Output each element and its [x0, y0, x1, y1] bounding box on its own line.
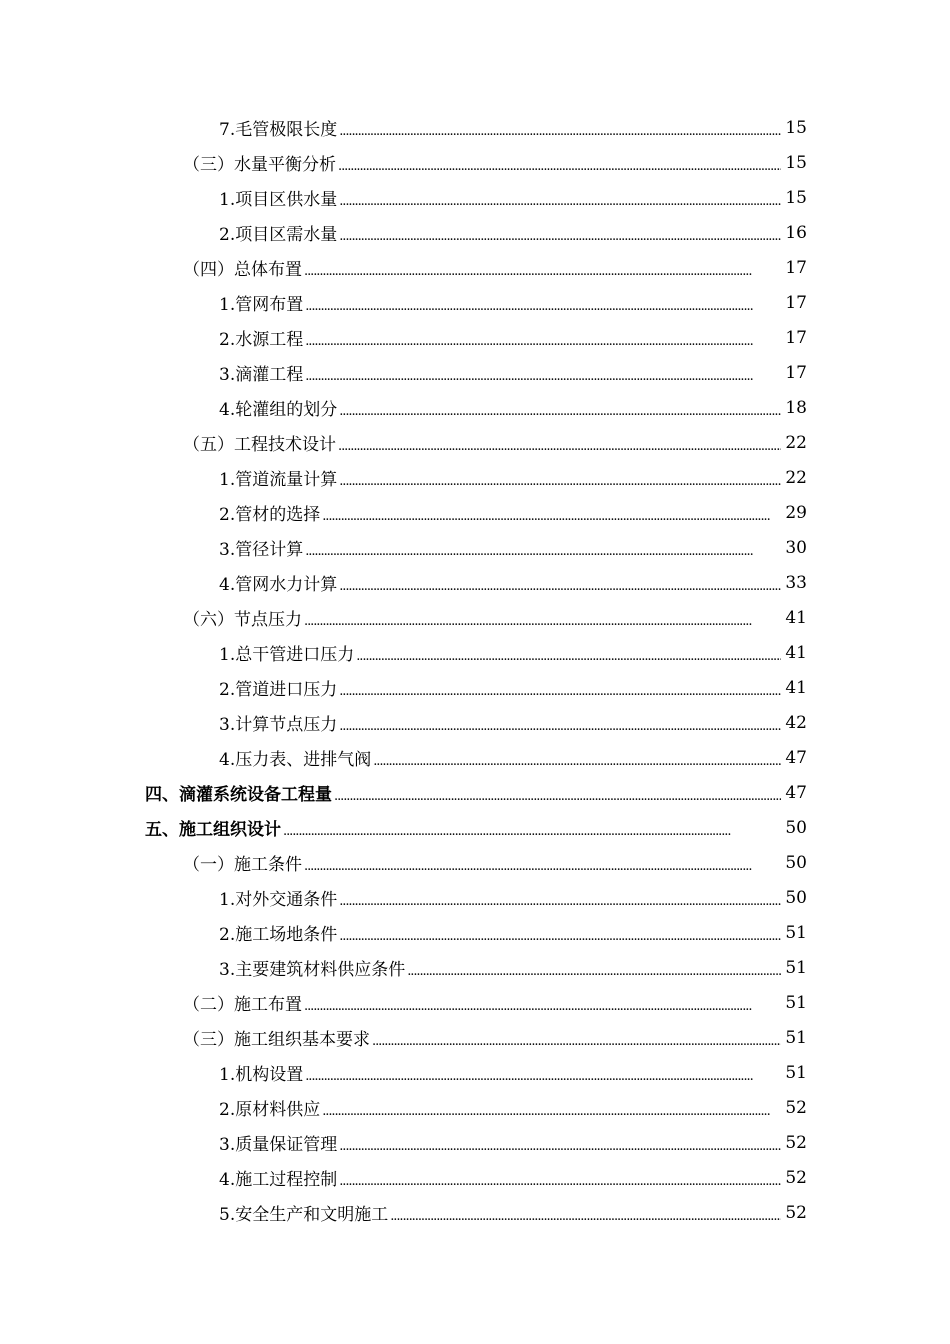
- toc-entry-page-number: 52: [785, 1202, 807, 1223]
- toc-entry-title: 7.毛管极限长度: [219, 120, 338, 140]
- toc-entry-title: 3.主要建筑材料供应条件: [219, 960, 406, 980]
- toc-entry-title: （二）施工布置: [183, 995, 302, 1015]
- toc-entry[interactable]: [0, 670, 950, 705]
- toc-entry[interactable]: [0, 880, 950, 915]
- toc-entry[interactable]: [0, 565, 950, 600]
- toc-entry-title: 3.滴灌工程: [219, 365, 304, 385]
- toc-entry[interactable]: [0, 180, 950, 215]
- toc-entry[interactable]: [0, 460, 950, 495]
- toc-entry-page-number: 15: [785, 117, 807, 138]
- toc-entry-title: （四）总体布置: [183, 260, 302, 280]
- toc-entry-page-number: 29: [785, 502, 807, 523]
- toc-entry-page-number: 51: [785, 1062, 807, 1083]
- toc-dot-leader: [372, 1030, 781, 1050]
- toc-entry-page-number: 41: [785, 677, 807, 698]
- toc-entry[interactable]: [0, 145, 950, 180]
- toc-entry-title: （五）工程技术设计: [183, 435, 336, 455]
- toc-entry[interactable]: [0, 985, 950, 1020]
- toc-entry-page-number: 22: [785, 432, 807, 453]
- toc-entry-title: （一）施工条件: [183, 855, 302, 875]
- toc-entry-page-number: 47: [785, 747, 807, 768]
- toc-entry[interactable]: [0, 110, 950, 145]
- toc-entry[interactable]: [0, 635, 950, 670]
- toc-entry-title: 4.管网水力计算: [219, 575, 338, 595]
- toc-entry-title: 4.轮灌组的划分: [219, 400, 338, 420]
- toc-entry-title: 2.管道进口压力: [219, 680, 338, 700]
- toc-entry[interactable]: [0, 810, 950, 845]
- toc-entry[interactable]: [0, 1055, 950, 1090]
- toc-entry-page-number: 16: [785, 222, 807, 243]
- toc-entry-page-number: 42: [785, 712, 807, 733]
- toc-dot-leader: [339, 925, 781, 945]
- toc-entry-title: 3.计算节点压力: [219, 715, 338, 735]
- toc-entry-title: （三）水量平衡分析: [183, 155, 336, 175]
- toc-entry-title: 3.管径计算: [219, 540, 304, 560]
- toc-dot-leader: [305, 295, 781, 315]
- toc-dot-leader: [304, 855, 781, 875]
- toc-entry[interactable]: [0, 1020, 950, 1055]
- toc-entry[interactable]: [0, 285, 950, 320]
- toc-dot-leader: [407, 960, 781, 980]
- toc-entry-title: 2.管材的选择: [219, 505, 321, 525]
- toc-entry-page-number: 33: [785, 572, 807, 593]
- toc-entry-title: 1.对外交通条件: [219, 890, 338, 910]
- toc-entry-title: 1.项目区供水量: [219, 190, 338, 210]
- toc-entry[interactable]: [0, 530, 950, 565]
- table-of-contents: [0, 110, 950, 1230]
- toc-entry[interactable]: [0, 705, 950, 740]
- toc-entry-page-number: 52: [785, 1167, 807, 1188]
- toc-entry-title: 1.总干管进口压力: [219, 645, 355, 665]
- toc-dot-leader: [339, 470, 781, 490]
- toc-dot-leader: [339, 190, 781, 210]
- toc-entry-page-number: 15: [785, 152, 807, 173]
- toc-entry[interactable]: [0, 600, 950, 635]
- toc-dot-leader: [390, 1205, 781, 1225]
- toc-entry-title: 2.原材料供应: [219, 1100, 321, 1120]
- toc-dot-leader: [338, 435, 781, 455]
- toc-entry-page-number: 50: [785, 887, 807, 908]
- toc-dot-leader: [339, 715, 781, 735]
- toc-entry-title: 1.管网布置: [219, 295, 304, 315]
- toc-dot-leader: [339, 575, 781, 595]
- toc-dot-leader: [334, 785, 781, 805]
- toc-entry[interactable]: [0, 915, 950, 950]
- toc-dot-leader: [304, 610, 781, 630]
- toc-entry-page-number: 51: [785, 922, 807, 943]
- toc-entry-page-number: 50: [785, 852, 807, 873]
- toc-dot-leader: [305, 330, 781, 350]
- toc-dot-leader: [283, 820, 781, 840]
- toc-dot-leader: [356, 645, 781, 665]
- toc-entry-page-number: 51: [785, 992, 807, 1013]
- toc-dot-leader: [305, 1065, 781, 1085]
- toc-entry-title: 1.机构设置: [219, 1065, 304, 1085]
- toc-entry-title: 四、滴灌系统设备工程量: [145, 785, 332, 805]
- toc-entry-title: （三）施工组织基本要求: [183, 1030, 370, 1050]
- toc-dot-leader: [304, 995, 781, 1015]
- toc-dot-leader: [322, 1100, 781, 1120]
- toc-entry-page-number: 22: [785, 467, 807, 488]
- toc-entry[interactable]: [0, 1160, 950, 1195]
- toc-entry[interactable]: [0, 950, 950, 985]
- toc-entry[interactable]: [0, 215, 950, 250]
- toc-entry-title: （六）节点压力: [183, 610, 302, 630]
- toc-dot-leader: [305, 365, 781, 385]
- toc-dot-leader: [339, 120, 781, 140]
- toc-entry-title: 2.施工场地条件: [219, 925, 338, 945]
- toc-entry-page-number: 41: [785, 642, 807, 663]
- toc-entry-title: 2.项目区需水量: [219, 225, 338, 245]
- toc-entry[interactable]: [0, 355, 950, 390]
- toc-dot-leader: [322, 505, 781, 525]
- toc-entry-title: 3.质量保证管理: [219, 1135, 338, 1155]
- toc-dot-leader: [339, 225, 781, 245]
- toc-entry-page-number: 17: [785, 257, 807, 278]
- toc-entry-page-number: 47: [785, 782, 807, 803]
- toc-entry-page-number: 51: [785, 957, 807, 978]
- toc-dot-leader: [338, 155, 781, 175]
- toc-entry-page-number: 52: [785, 1132, 807, 1153]
- toc-dot-leader: [373, 750, 781, 770]
- toc-entry-page-number: 17: [785, 327, 807, 348]
- toc-entry[interactable]: [0, 250, 950, 285]
- toc-entry-page-number: 18: [785, 397, 807, 418]
- toc-entry-page-number: 17: [785, 362, 807, 383]
- toc-entry[interactable]: [0, 845, 950, 880]
- toc-dot-leader: [304, 260, 781, 280]
- toc-entry-page-number: 17: [785, 292, 807, 313]
- toc-dot-leader: [339, 1135, 781, 1155]
- toc-dot-leader: [339, 1170, 781, 1190]
- toc-entry[interactable]: [0, 495, 950, 530]
- toc-entry[interactable]: [0, 390, 950, 425]
- toc-entry-title: 5.安全生产和文明施工: [219, 1205, 389, 1225]
- toc-entry-page-number: 41: [785, 607, 807, 628]
- toc-entry-page-number: 50: [785, 817, 807, 838]
- toc-entry[interactable]: [0, 775, 950, 810]
- toc-entry[interactable]: [0, 425, 950, 460]
- toc-entry-page-number: 30: [785, 537, 807, 558]
- toc-dot-leader: [339, 680, 781, 700]
- toc-dot-leader: [305, 540, 781, 560]
- toc-entry[interactable]: [0, 740, 950, 775]
- toc-entry-title: 五、施工组织设计: [145, 820, 281, 840]
- toc-entry-title: 4.施工过程控制: [219, 1170, 338, 1190]
- toc-entry-page-number: 52: [785, 1097, 807, 1118]
- toc-entry-page-number: 15: [785, 187, 807, 208]
- toc-entry-title: 1.管道流量计算: [219, 470, 338, 490]
- toc-entry[interactable]: [0, 1125, 950, 1160]
- toc-entry[interactable]: [0, 1195, 950, 1230]
- toc-entry[interactable]: [0, 320, 950, 355]
- toc-entry-title: 2.水源工程: [219, 330, 304, 350]
- toc-dot-leader: [339, 890, 781, 910]
- toc-entry[interactable]: [0, 1090, 950, 1125]
- toc-dot-leader: [339, 400, 781, 420]
- toc-entry-page-number: 51: [785, 1027, 807, 1048]
- toc-entry-title: 4.压力表、进排气阀: [219, 750, 372, 770]
